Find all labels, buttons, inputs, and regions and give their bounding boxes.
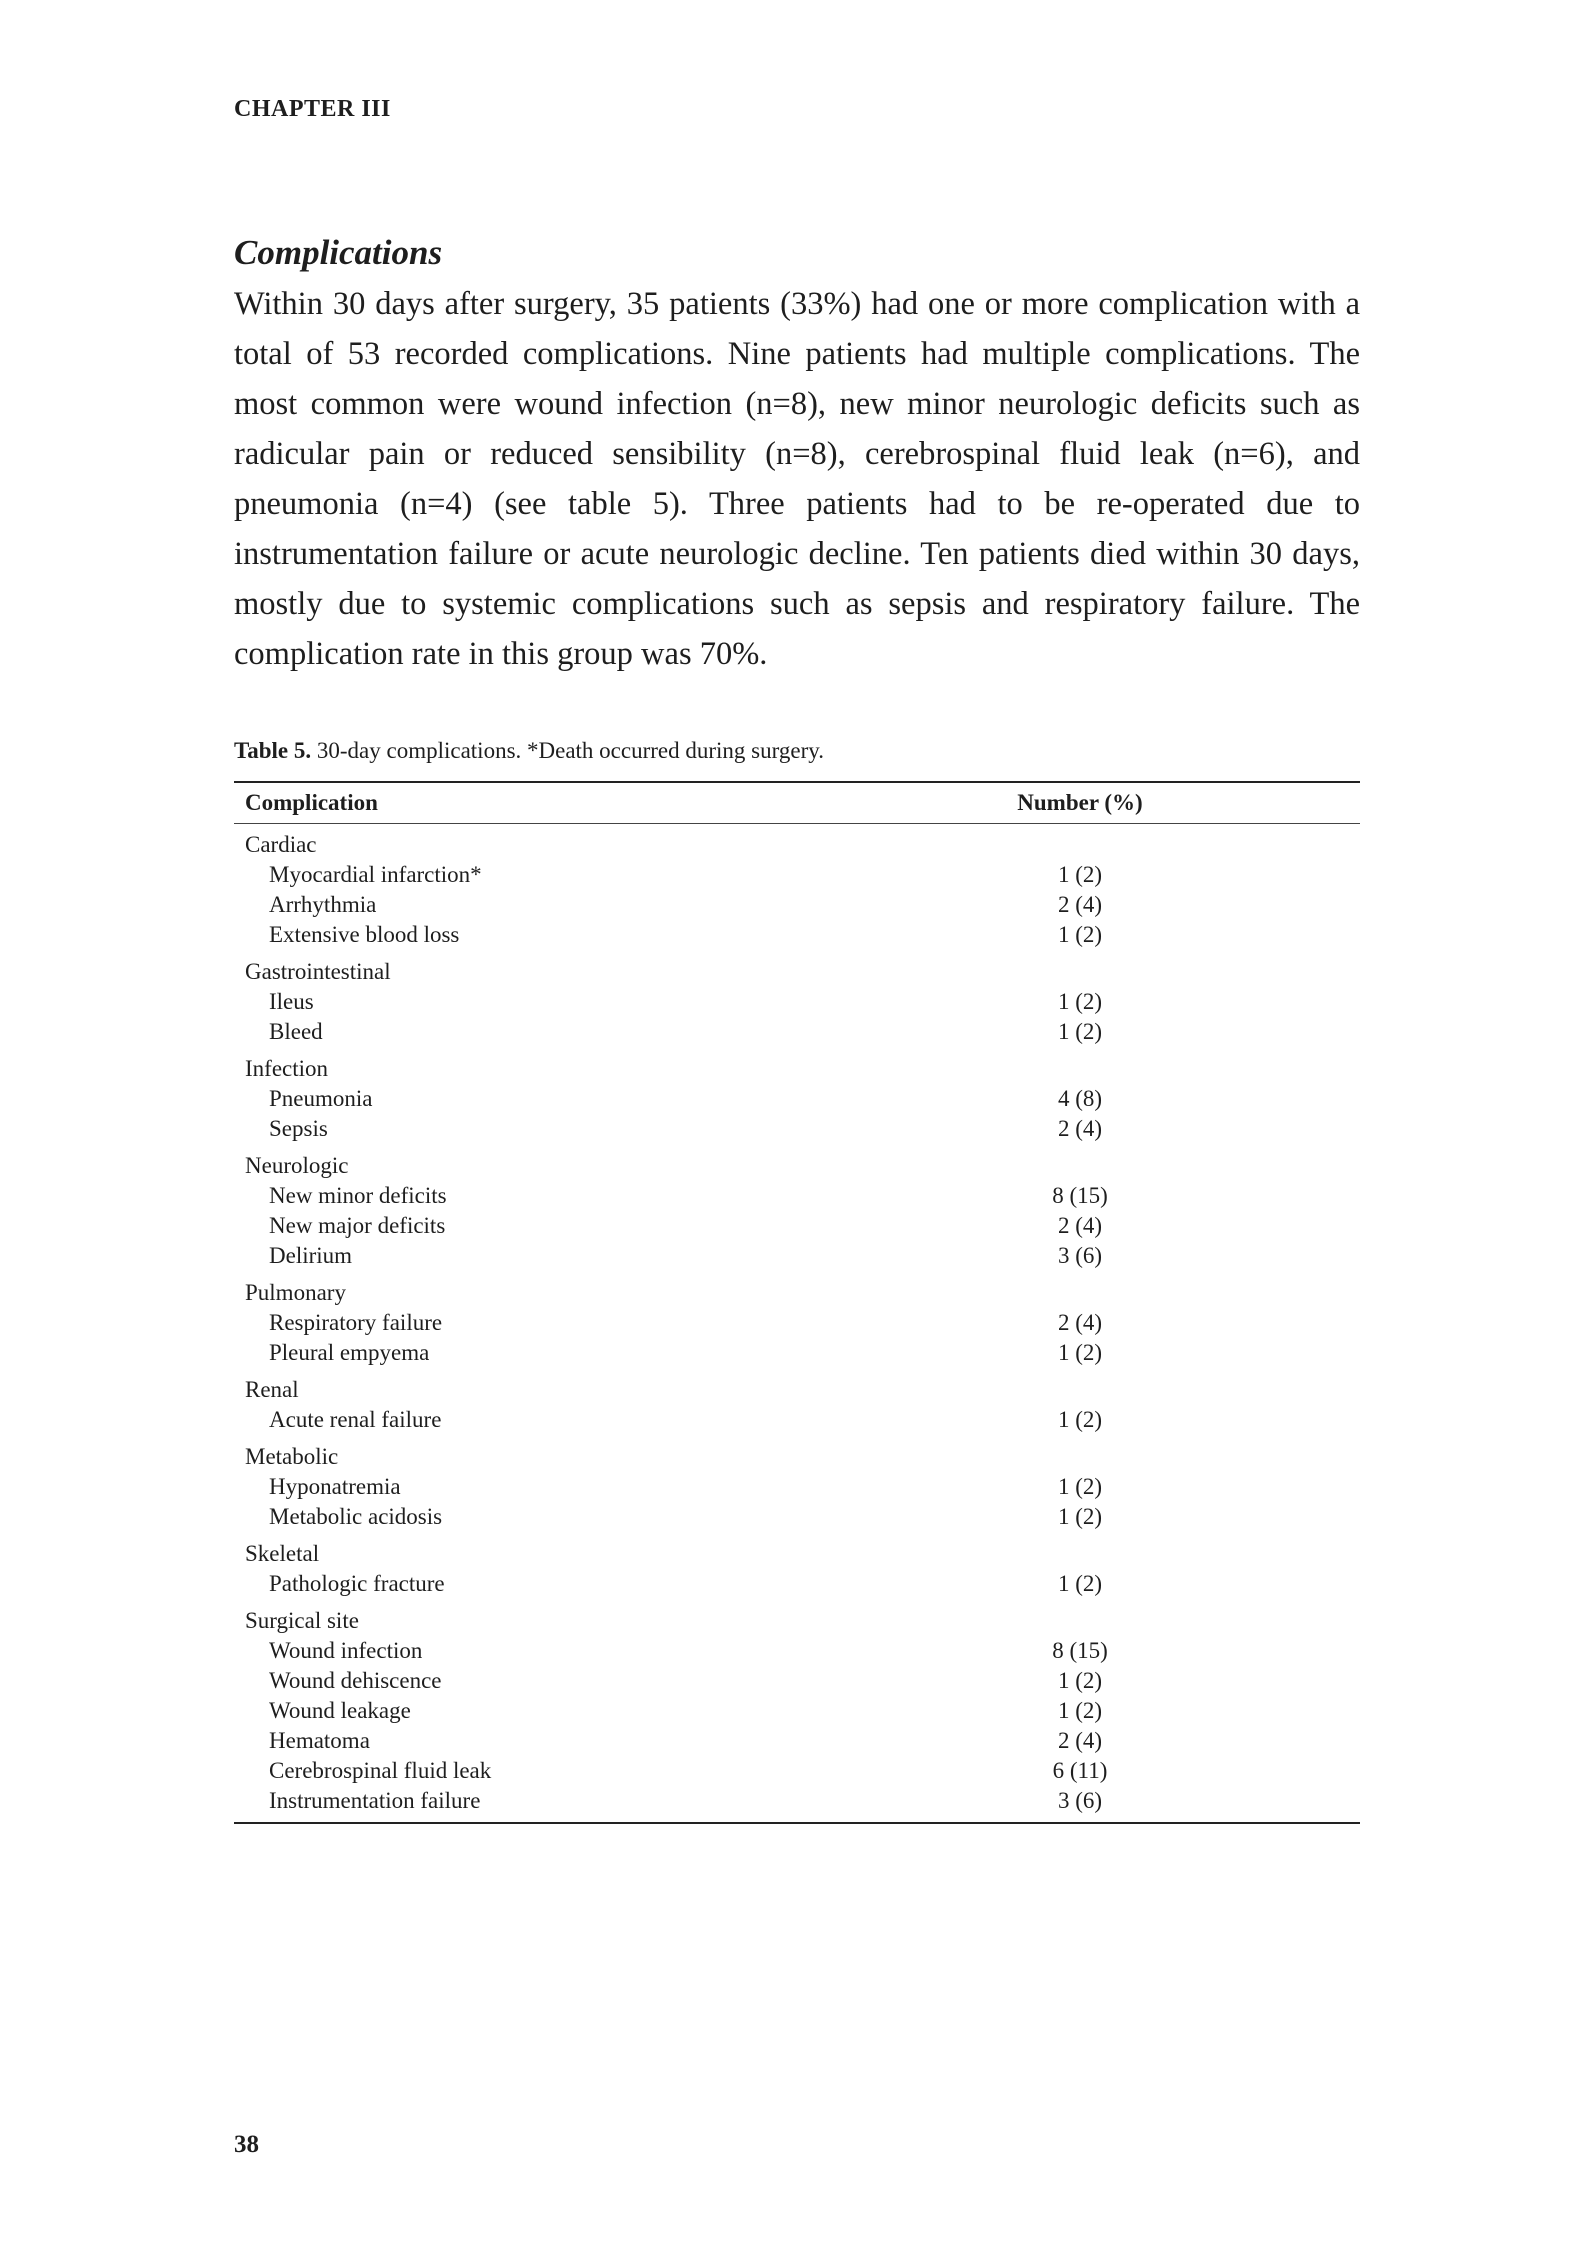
complication-number: 1 (2): [1057, 1407, 1103, 1432]
complication-name: Pneumonia: [269, 1086, 373, 1111]
complication-number: 2 (4): [1057, 1116, 1103, 1141]
table-row: [234, 1084, 1360, 1114]
category-row: [234, 1151, 1360, 1181]
table-group: [234, 1054, 1360, 1144]
complication-number: 2 (4): [1057, 1213, 1103, 1238]
complication-number: 1 (2): [1057, 1571, 1103, 1596]
complication-number: 6 (11): [1052, 1758, 1108, 1783]
category-label: Metabolic: [245, 1444, 339, 1469]
table-row: [234, 1308, 1360, 1338]
table-row: [234, 987, 1360, 1017]
complication-name: Ileus: [269, 989, 314, 1014]
complication-name: Extensive blood loss: [269, 922, 460, 947]
table-caption-text: 30-day complications. *Death occurred during surgery.: [311, 738, 824, 763]
body-paragraph: Within 30 days after surgery, 35 patients (33%) had one or more complication with a total of 53 recorded complications. Nine patients had multiple complications. The most common were wound infection (n=8), new minor neurologic deficits such as radicular pain or reduced sensibility (n=8), cerebrospinal fluid leak (n=6), and pneumonia (n=4) (see table 5). Three patients had to be re-operated due to instrumentation failure or acute neurologic decline. Ten patients died within 30 days, mostly due to systemic complications such as sepsis and respiratory failure. The complication rate in this group was 70%.: [234, 286, 1360, 672]
column-header-number: Number (%): [1017, 790, 1143, 815]
category-label: Surgical site: [245, 1608, 359, 1633]
table-row: [234, 1211, 1360, 1241]
section-heading: Complications: [234, 233, 443, 272]
table-group: [234, 1151, 1360, 1271]
complication-name: Instrumentation failure: [269, 1788, 481, 1813]
table-row: [234, 920, 1360, 950]
complication-name: New minor deficits: [269, 1183, 447, 1208]
complication-number: 2 (4): [1057, 892, 1103, 917]
category-label: Neurologic: [245, 1153, 349, 1178]
table-header-row: [234, 783, 1360, 823]
complication-number: 1 (2): [1057, 1340, 1103, 1365]
complication-name: Wound infection: [269, 1638, 423, 1663]
table-row: [234, 1241, 1360, 1271]
complication-number: 8 (15): [1052, 1183, 1108, 1208]
category-row: [234, 957, 1360, 987]
complication-number: 2 (4): [1057, 1310, 1103, 1335]
table-row: [234, 1017, 1360, 1047]
table-row: [234, 1636, 1360, 1666]
table-row: [234, 1181, 1360, 1211]
complication-name: Acute renal failure: [269, 1407, 442, 1432]
complication-number: 1 (2): [1057, 922, 1103, 947]
complication-number: 3 (6): [1057, 1788, 1103, 1813]
table-bottom-rule: [234, 1822, 1360, 1824]
table-body: [234, 830, 1360, 1822]
category-row: [234, 1539, 1360, 1569]
category-label: Infection: [245, 1056, 329, 1081]
complication-number: 1 (2): [1057, 862, 1103, 887]
table-row: [234, 1696, 1360, 1726]
table-row: [234, 1786, 1360, 1816]
table-row: [234, 1114, 1360, 1144]
complication-name: Pathologic fracture: [269, 1571, 445, 1596]
category-row: [234, 1278, 1360, 1308]
table-row: [234, 1502, 1360, 1532]
complication-number: 1 (2): [1057, 1668, 1103, 1693]
complication-name: Cerebrospinal fluid leak: [269, 1758, 492, 1783]
table-row: [234, 1666, 1360, 1696]
complication-name: Arrhythmia: [269, 892, 377, 917]
page-number: 38: [234, 2131, 259, 2158]
complication-number: 3 (6): [1057, 1243, 1103, 1268]
complication-name: Respiratory failure: [269, 1310, 443, 1335]
table-group: [234, 1442, 1360, 1532]
table-group: [234, 1375, 1360, 1435]
complications-table: [234, 781, 1360, 1824]
complication-number: 1 (2): [1057, 1019, 1103, 1044]
table-row: [234, 1338, 1360, 1368]
table-group: [234, 1606, 1360, 1816]
table-row: [234, 1569, 1360, 1599]
category-label: Gastrointestinal: [245, 959, 391, 984]
complication-number: 8 (15): [1052, 1638, 1108, 1663]
complication-number: 1 (2): [1057, 1698, 1103, 1723]
complication-number: 1 (2): [1057, 989, 1103, 1014]
category-label: Skeletal: [245, 1541, 320, 1566]
complication-name: Metabolic acidosis: [269, 1504, 443, 1529]
complication-name: Wound dehiscence: [269, 1668, 442, 1693]
chapter-header: CHAPTER III: [234, 96, 391, 122]
table-group: [234, 1539, 1360, 1599]
complication-name: Wound leakage: [269, 1698, 411, 1723]
complication-name: New major deficits: [269, 1213, 446, 1238]
table-row: [234, 1405, 1360, 1435]
complication-number: 1 (2): [1057, 1474, 1103, 1499]
table-group: [234, 830, 1360, 950]
category-row: [234, 1606, 1360, 1636]
table-group: [234, 1278, 1360, 1368]
complication-name: Sepsis: [269, 1116, 328, 1141]
category-label: Pulmonary: [245, 1280, 346, 1305]
category-row: [234, 1054, 1360, 1084]
complication-name: Pleural empyema: [269, 1340, 430, 1365]
complication-number: 2 (4): [1057, 1728, 1103, 1753]
table-group: [234, 957, 1360, 1047]
complication-name: Delirium: [269, 1243, 353, 1268]
complication-number: 1 (2): [1057, 1504, 1103, 1529]
complication-name: Myocardial infarction*: [269, 862, 482, 887]
category-row: [234, 830, 1360, 860]
complication-name: Hematoma: [269, 1728, 370, 1753]
table-row: [234, 1756, 1360, 1786]
category-label: Cardiac: [245, 832, 317, 857]
table-caption: [234, 738, 824, 764]
table-row: [234, 1726, 1360, 1756]
category-row: [234, 1442, 1360, 1472]
table-row: [234, 1472, 1360, 1502]
category-label: Renal: [245, 1377, 299, 1402]
complication-name: Hyponatremia: [269, 1474, 401, 1499]
table-row: [234, 890, 1360, 920]
table-header-rule: [234, 823, 1360, 824]
table-row: [234, 860, 1360, 890]
complication-number: 4 (8): [1057, 1086, 1103, 1111]
complication-name: Bleed: [269, 1019, 323, 1044]
table-caption-label: Table 5.: [234, 738, 312, 763]
category-row: [234, 1375, 1360, 1405]
column-header-complication: Complication: [245, 790, 378, 815]
